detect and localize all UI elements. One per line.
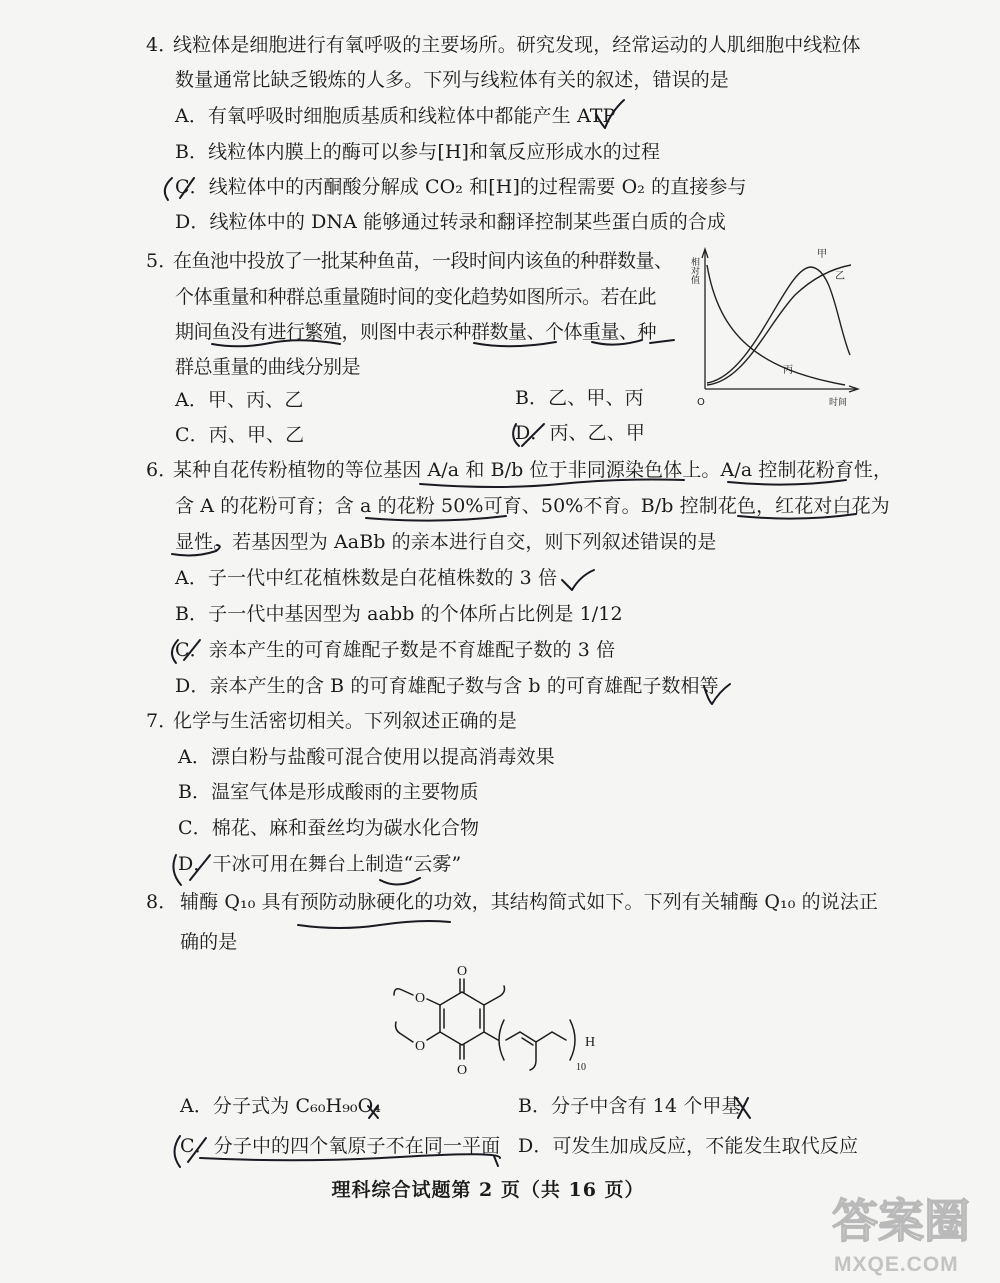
option-label: D． (515, 422, 550, 444)
question-number: 7． (146, 710, 178, 732)
option-a (178, 745, 555, 769)
question-stem-line: 某种自花传粉植物的等位基因 A/a 和 B/b 位于非同源染色体上。A/a 控制花粉育性， (173, 459, 893, 481)
x-axis-label: 时间 (829, 398, 848, 408)
option-a (175, 566, 557, 590)
option-text: 亲本产生的含 B 的可育雄配子数与含 b 的可育雄配子数相等 (209, 675, 719, 697)
question-stem-line: 在鱼池中投放了一批某种鱼苗，一段时间内该鱼的种群数量、 (173, 250, 673, 272)
handwritten-underline (298, 921, 450, 928)
question-stem-line: 含 A 的花粉可育；含 a 的花粉 50%可育、50%不育。B/b 控制花色，红花对白花为 (175, 495, 890, 517)
handwritten-circle-mark (165, 178, 172, 200)
option-label: C． (175, 639, 209, 661)
methyl-bond (396, 1022, 413, 1042)
methyl-bond (394, 989, 413, 995)
side-chain-bond (484, 1032, 498, 1040)
left-bracket (499, 1020, 504, 1060)
side-chain-bond (506, 1032, 566, 1042)
option-label: A． (178, 746, 211, 768)
question-stem-line: 化学与生活密切相关。下列叙述正确的是 (173, 710, 517, 732)
curve-yi (707, 265, 851, 385)
option-text: 线粒体中的 DNA 能够通过转录和翻译控制某些蛋白质的合成 (209, 211, 726, 233)
option-c (178, 816, 479, 840)
question-stem-line: 辅酶 Q₁₀ 具有预防动脉硬化的功效，其结构简式如下。下列有关辅酶 Q₁₀ 的说法正 (180, 891, 878, 913)
option-label: D． (518, 1135, 553, 1157)
option-label: C． (178, 817, 212, 839)
option-b (178, 780, 479, 804)
handwritten-underline (380, 878, 420, 885)
option-d (175, 674, 719, 698)
question-stem-line: 显性。若基因型为 AaBb 的亲本进行自交，则下列叙述错误的是 (175, 531, 717, 553)
question-number: 4． (146, 34, 178, 56)
origin-label: O (697, 397, 705, 408)
option-d (515, 421, 645, 445)
question-stem-line: 数量通常比缺乏锻炼的人多。下列与线粒体有关的叙述，错误的是 (175, 69, 729, 91)
question-stem-line: 确的是 (180, 931, 238, 953)
methoxy-bond (427, 999, 440, 1005)
option-c (175, 638, 615, 662)
option-text: 线粒体内膜上的酶可以参与[H]和氧反应形成水的过程 (208, 141, 661, 163)
option-b (175, 602, 623, 626)
repeat-count: 10 (576, 1062, 586, 1073)
question-number: 6． (146, 459, 178, 481)
question-stem-line: 群总重量的曲线分别是 (175, 356, 361, 378)
option-c (175, 175, 747, 199)
option-c (180, 1134, 500, 1158)
option-a (180, 1094, 381, 1118)
option-label: B． (175, 603, 209, 625)
option-text: 丙、乙、甲 (549, 422, 645, 444)
curve-label-jia: 甲 (817, 249, 827, 260)
option-text: 棉花、麻和蚕丝均为碳水化合物 (211, 817, 480, 839)
methyl-bond (484, 986, 505, 1005)
option-label: C． (180, 1135, 214, 1157)
option-b (515, 386, 644, 410)
option-label: D． (178, 853, 213, 875)
handwritten-check-mark (562, 570, 594, 590)
question-number: 5． (146, 250, 178, 272)
option-text: 亲本产生的可育雄配子数是不育雄配子数的 3 倍 (208, 639, 616, 661)
option-text: 分子中含有 14 个甲基 (551, 1095, 741, 1117)
curve-bing (707, 265, 845, 385)
option-text: 分子式为 C₆₀H₉₀O₄ (212, 1095, 382, 1117)
option-a (175, 388, 303, 412)
question-stem-line: 线粒体是细胞进行有氧呼吸的主要场所。研究发现，经常运动的人肌细胞中线粒体 (173, 34, 861, 56)
oxygen-atom-label: O (414, 1039, 426, 1054)
y-axis-label: 相对值 (689, 257, 699, 284)
option-text: 分子中的四个氧原子不在同一平面 (213, 1135, 501, 1157)
option-text: 漂白粉与盐酸可混合使用以提高消毒效果 (210, 746, 555, 768)
right-bracket (570, 1020, 575, 1060)
curve-label-yi: 乙 (835, 271, 845, 282)
option-b (518, 1094, 741, 1118)
option-b (175, 140, 660, 164)
option-label: C． (175, 176, 209, 198)
option-text: 子一代中基因型为 aabb 的个体所占比例是 1/12 (208, 603, 623, 625)
option-label: B． (178, 781, 212, 803)
watermark-logo: 答案圈 (832, 1194, 970, 1248)
option-d (178, 852, 461, 876)
option-label: A． (175, 389, 208, 411)
methyl-bond (530, 1042, 536, 1070)
option-text: 线粒体中的丙酮酸分解成 CO₂ 和[H]的过程需要 O₂ 的直接参与 (208, 176, 747, 198)
option-label: A． (175, 105, 208, 127)
option-d (518, 1134, 858, 1158)
question-stem-line: 期间鱼没有进行繁殖，则图中表示种群数量、个体重量、种 (175, 321, 657, 343)
option-text: 干冰可用在舞台上制造“云雾” (212, 853, 462, 875)
option-label: D． (175, 675, 210, 697)
option-text: 温室气体是形成酸雨的主要物质 (211, 781, 479, 803)
page-footer: 理科综合试题第 2 页（共 16 页） (331, 1179, 645, 1201)
question-number: 8． (146, 891, 178, 913)
curve-label-bing: 丙 (783, 365, 793, 376)
option-label: A． (180, 1095, 213, 1117)
quinone-ring (440, 992, 484, 1045)
watermark-site: MXQE.COM (834, 1253, 959, 1276)
option-text: 甲、丙、乙 (207, 389, 304, 411)
oxygen-atom-label: O (456, 964, 468, 979)
option-label: C． (175, 424, 209, 446)
option-label: D． (175, 211, 210, 233)
option-label: B． (175, 141, 209, 163)
question-stem-line: 个体重量和种群总重量随时间的变化趋势如图所示。若在此 (175, 286, 657, 308)
option-a (175, 104, 615, 128)
option-c (175, 423, 304, 447)
option-d (175, 210, 726, 234)
option-label: A． (175, 567, 208, 589)
oxygen-atom-label: O (456, 1063, 468, 1078)
hydrogen-atom-label: H (585, 1035, 596, 1050)
option-text: 子一代中红花植株数是白花植株数的 3 倍 (207, 567, 558, 589)
methoxy-bond (427, 1032, 440, 1040)
option-text: 乙、甲、丙 (548, 387, 644, 409)
coenzyme-q10-structure (380, 960, 610, 1085)
option-label: B． (518, 1095, 552, 1117)
option-text: 丙、甲、乙 (208, 424, 305, 446)
option-text: 有氧呼吸时细胞质基质和线粒体中都能产生 ATP (207, 105, 616, 127)
option-label: B． (515, 387, 549, 409)
oxygen-atom-label: O (414, 991, 426, 1006)
q5-population-figure (685, 243, 865, 413)
option-text: 可发生加成反应，不能发生取代反应 (552, 1135, 859, 1157)
